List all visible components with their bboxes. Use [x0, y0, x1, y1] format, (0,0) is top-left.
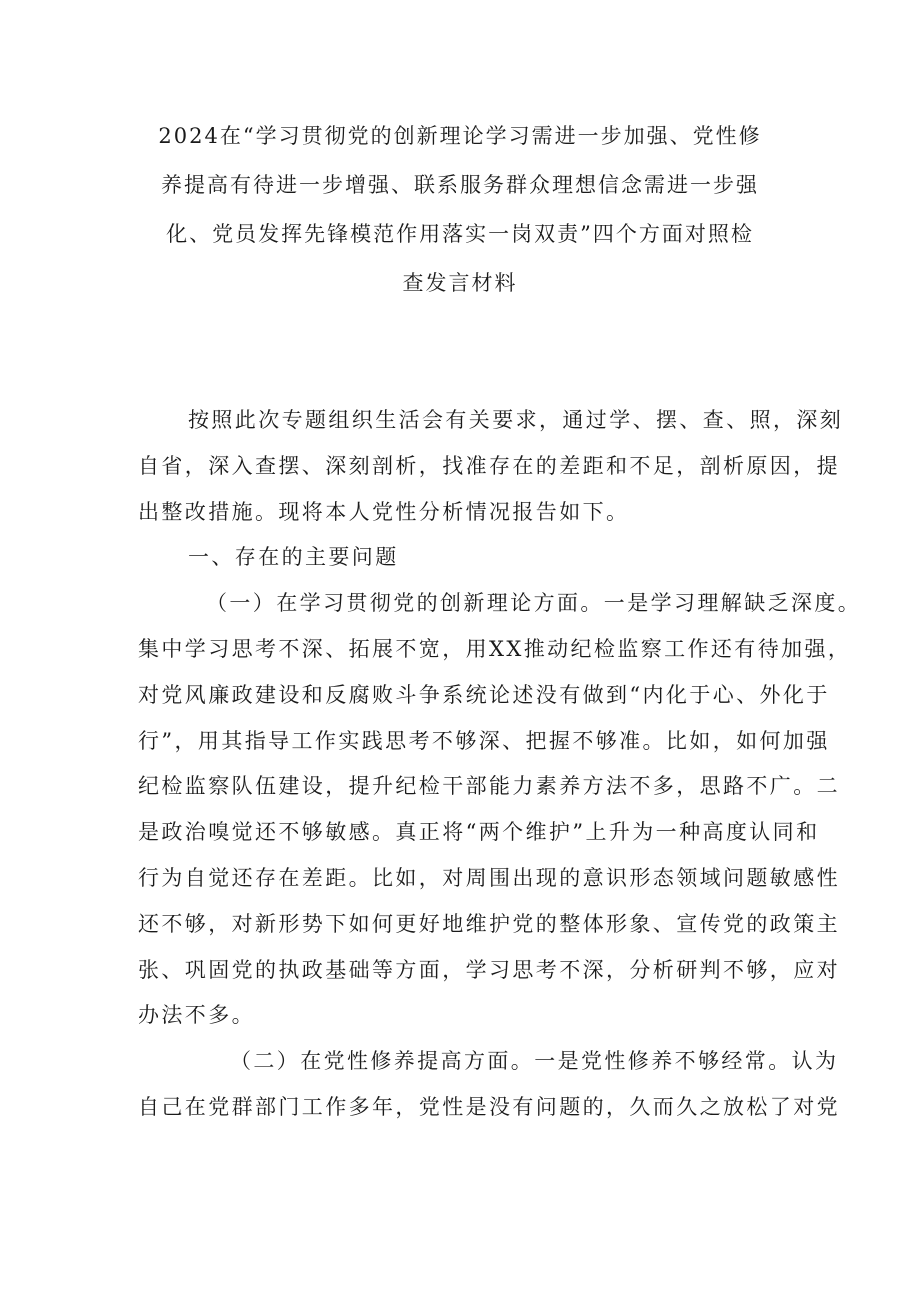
paragraph-line: 纪检监察队伍建设，提升纪检干部能力素养方法不多，思路不广。二: [138, 774, 840, 799]
paragraph-line: （一）在学习贯彻党的创新理论方面。一是学习理解缺乏深度。: [206, 591, 862, 616]
document-body: [138, 398, 862, 1131]
paragraph-line: 行”，用其指导工作实践思考不够深、把握不够准。比如，如何加强: [138, 728, 830, 753]
paragraph-line: 集中学习思考不深、拓展不宽，用XX推动纪检监察工作还有待加强，: [138, 636, 852, 661]
paragraph-line: 还不够，对新形势下如何更好地维护党的整体形象、宣传党的政策主: [138, 911, 840, 936]
paragraph-line: 行为自觉还存在差距。比如，对周围出现的意识形态领域问题敏感性: [138, 865, 840, 890]
document-title: [140, 112, 780, 308]
paragraph-line: 张、巩固党的执政基础等方面，学习思考不深，分析研判不够，应对: [138, 957, 840, 982]
paragraph-line: 出整改措施。现将本人党性分析情况报告如下。: [138, 499, 630, 524]
paragraph-line: 按照此次专题组织生活会有关要求，通过学、摆、查、照，深刻: [188, 408, 844, 432]
title-line: 养提高有待进一步增强、联系服务群众理想信念需进一步强: [161, 173, 759, 197]
title-line: 查发言材料: [402, 271, 518, 295]
paragraph-line: 自省，深入查摆、深刻剖析，找准存在的差距和不足，剖析原因，提: [138, 453, 840, 478]
paragraph-line: （二）在党性修养提高方面。一是党性修养不够经常。认为: [230, 1049, 839, 1074]
title-line: 化、党员发挥先锋模范作用落实一岗双责”四个方面对照检: [166, 222, 754, 246]
paragraph-line: 自己在党群部门工作多年，党性是没有问题的，久而久之放松了对党: [138, 1094, 840, 1119]
paragraph-line: 办法不多。: [138, 1003, 255, 1028]
paragraph-line: 是政治嗅觉还不够敏感。真正将“两个维护”上升为一种高度认同和: [138, 820, 820, 845]
title-line: 2024在“学习贯彻党的创新理论学习需进一步加强、党性修: [158, 124, 762, 148]
paragraph-line: 对党风廉政建设和反腐败斗争系统论述没有做到“内化于心、外化于: [138, 682, 830, 707]
section-heading: 一、存在的主要问题: [188, 545, 399, 570]
